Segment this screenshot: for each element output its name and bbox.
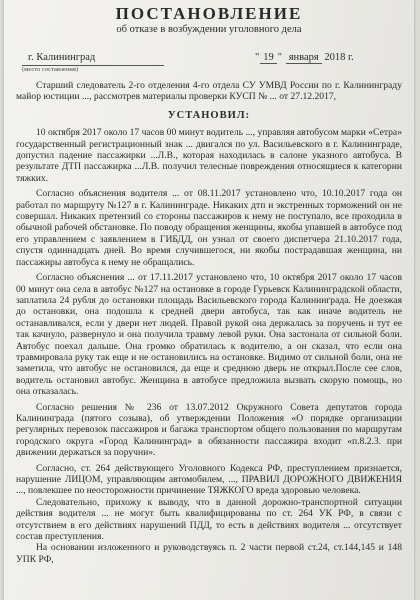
document-title: ПОСТАНОВЛЕНИЕ <box>115 4 303 23</box>
document-date: " 19 " января 2018 г. <box>255 52 354 63</box>
date-day: 19 <box>260 52 277 64</box>
date-month: января <box>286 52 322 64</box>
paragraph-criminal-code: Согласно, ст. 264 действующего Уголовного Кодекса РФ, преступлением признается, нарушение ЛИЦОМ, управляющим автомобилем, ..., ПРАВИЛ ДОРОЖНОГО ДВИЖЕНИЯ ..., повлекшее по неосторожности причинение ТЯЖКОГО вреда здоровью человека. <box>16 462 402 497</box>
paragraph-conclusion: Следовательно, прихожу к выводу, что в данной дорожно-транспортной ситуации действия водителя ... не могут быть квалифицированы по ст. 264 УК РФ, в связи с отсутствием в его действиях нарушений ПДД, то есть в действиях водителя ... отсутствует состав преступления. <box>16 496 402 543</box>
city-name: г. Калининград <box>28 52 96 63</box>
paragraph-basis: На основании изложенного и руководствуясь п. 2 части первой ст.24, ст.144,145 и 148 УПК РФ, <box>16 542 402 565</box>
document-body <box>16 80 402 565</box>
paragraph-council-decision: Согласно решения № 236 от 13.07.2012 Окружного Совета депутатов города Калининграда (пятого созыва), об утверждении Положения «О порядке организации регулярных перевозок пассажиров и багажа транспортом общего пользования по маршрутам городского округа «Город Калининград» в обязанности пассажира входит «п.8.2.3. при движении держаться за поручни». <box>16 401 402 459</box>
document-subtitle: об отказе в возбуждении уголовного дела <box>116 24 302 35</box>
place-hint: (место составления) <box>22 66 79 73</box>
document-page <box>4 0 414 600</box>
paragraph-incident: 10 октября 2017 около 17 часов 00 минут водитель ..., управляя автобусом марки «Сетра» государственный регистрационный знак ... двигался по ул. Васильевского в г. Калининграде, допустил падение пассажирки ...Л.В., которая находилась в салоне указного автобуса. В результате ДТП пассажирка ...Л.В. получил телесные повреждения относящиеся к категории тяжких. <box>16 127 402 184</box>
paragraph-driver-statement: Согласно объяснения водителя ... от 08.11.2017 установлено что, 10.10.2017 года он работал по маршруту №127 в г. Калининграде. Никаких дтп и экстренных торможений он не совершал. Никаких претензий со стороны пассажиров к нему не поступало, все проходила в обычной рабочей обстановке. По поводу обращения женщины, якобы упавшей в автобусе под его управлением с заявлением в ГИБДД, он узнал от своего диспетчера 21.10.2017 года, спустя одиннадцать дней. Во время случившегося, ни якобы пострадавшая женщина, ни пассажиры автобуса к нему не обращались. <box>16 188 402 268</box>
paragraph-passenger-statement: Согласно объяснения ... от 17.11.2017 установлено что, 10 октября 2017 около 17 часов 00 минут она села в автобус №127 на остановке в городе Гурьевск Калининградской области, заплатила 24 рубля до остановки площадь Васильевского города Калининграда. Не доезжая до остановки, она подошла к средней двери автобуса, так как иначе водитель не останавливался, если у двери нет людей. Правой рукой она держалась за поручень и тут ее так качнуло, развернуло и она получила травму левой руки. Она застонала от сильной боли. Автобус поехал дальше. Она громко обратилась к водителю, а он сказал, что если она травмировала руку так еще и не остановились на остановке. Видимо от сильной боли, она не заметила, что автобус не остановился, да еще и среднюю дверь не открыл.После сее слов, водитель остановил автобус. Женщина в автобусе предложила вызвать скорую помощь, но она отказалась. <box>16 272 402 398</box>
date-year: 2018 <box>324 52 346 63</box>
intro-paragraph: Старший следователь 2-го отделения 4-го отдела СУ УМВД России по г. Калининграду майор юстиции ..., рассмотрев материалы проверки КУСП № ... от 27.12.2017, <box>16 80 402 103</box>
date-suffix: г. <box>347 52 354 63</box>
place-date-line <box>18 52 400 72</box>
section-heading: УСТАНОВИЛ: <box>167 109 251 121</box>
